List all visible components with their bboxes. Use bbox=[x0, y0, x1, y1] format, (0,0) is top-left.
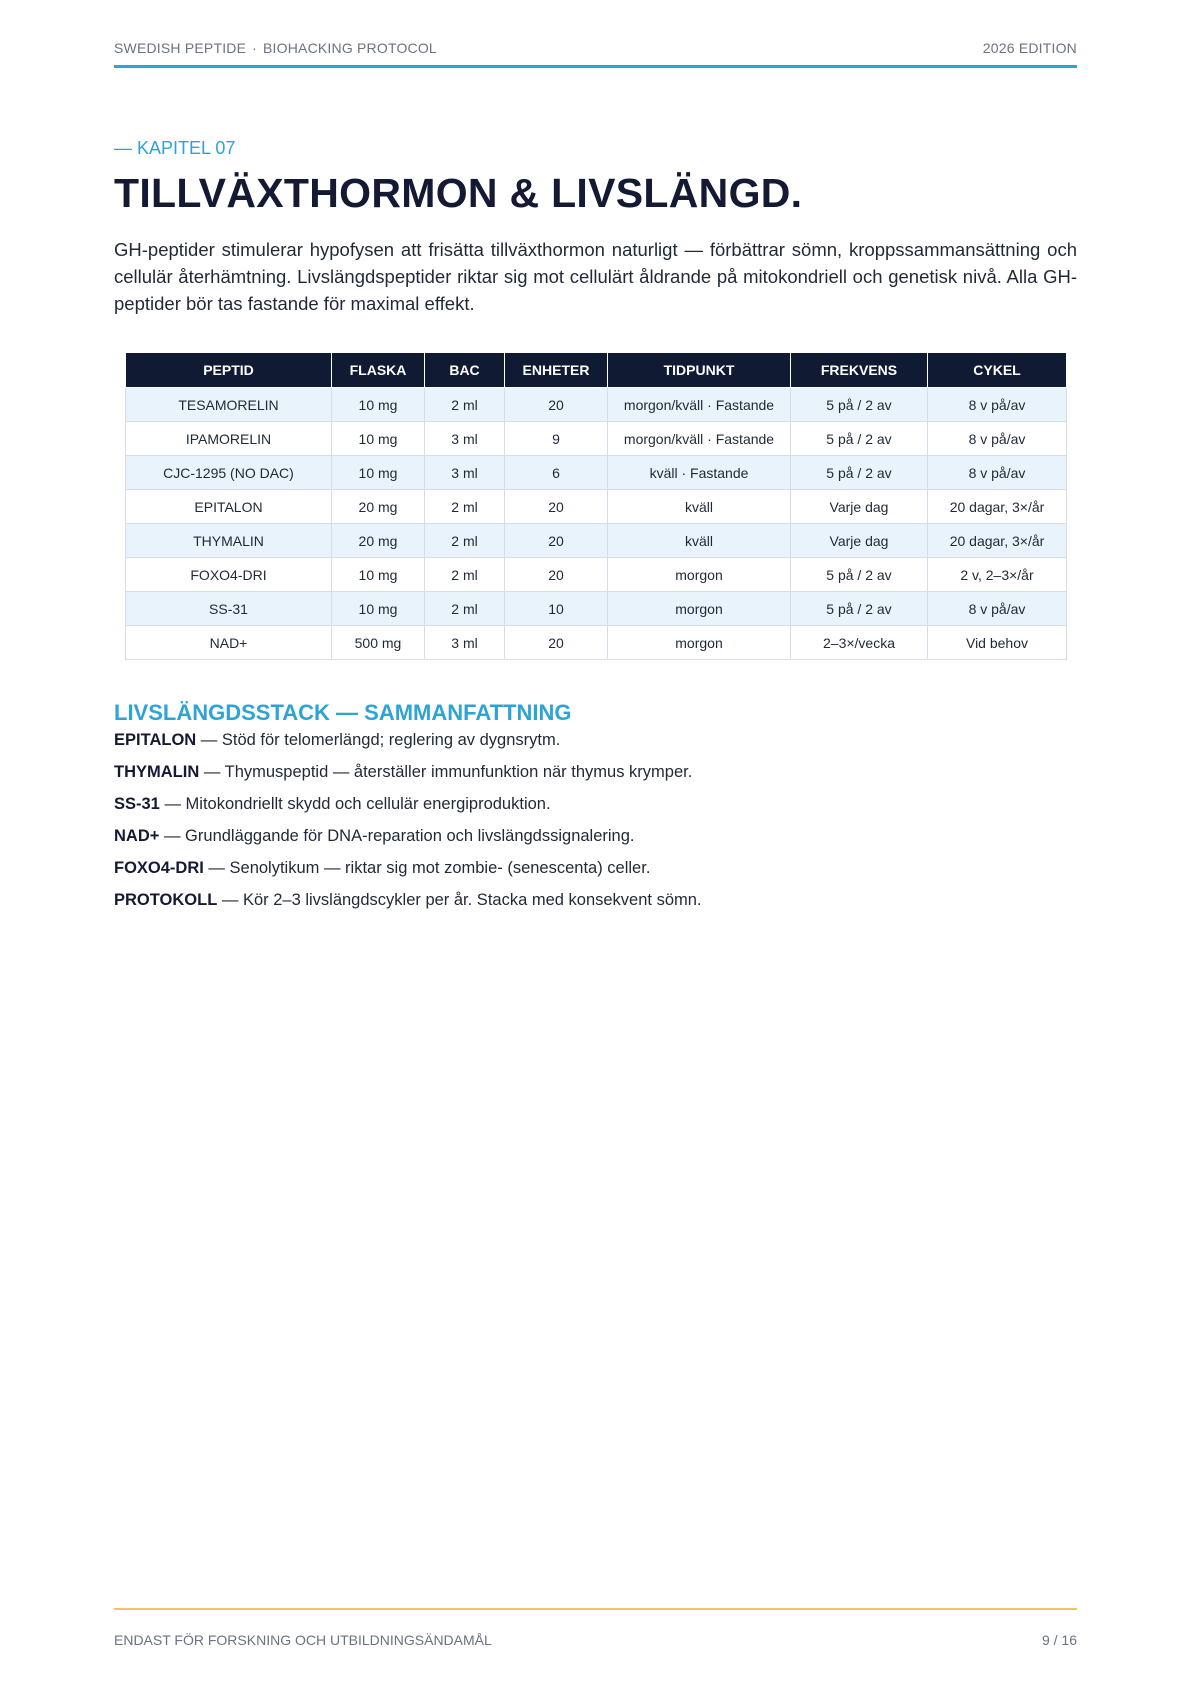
summary-title: LIVSLÄNGDSSTACK — SAMMANFATTNING bbox=[114, 700, 572, 725]
table-cell: 10 mg bbox=[332, 422, 425, 456]
table-cell: EPITALON bbox=[126, 490, 332, 524]
table-cell: 2 v, 2–3×/år bbox=[928, 558, 1067, 592]
footer-disclaimer: ENDAST FÖR FORSKNING OCH UTBILDNINGSÄNDAMÅL bbox=[114, 1632, 492, 1648]
table-cell: morgon/kväll · Fastande bbox=[608, 422, 791, 456]
summary-item-text: — Stöd för telomerlängd; reglering av dygnsrytm. bbox=[196, 731, 561, 749]
page-title: TILLVÄXTHORMON & LIVSLÄNGD. bbox=[114, 170, 803, 216]
column-header: FLASKA bbox=[332, 353, 425, 388]
table-cell: IPAMORELIN bbox=[126, 422, 332, 456]
summary-item bbox=[114, 825, 702, 857]
table-cell: 2 ml bbox=[425, 592, 505, 626]
header-separator: · bbox=[252, 40, 258, 56]
column-header: CYKEL bbox=[928, 353, 1067, 388]
table-cell: 20 bbox=[505, 558, 608, 592]
table-cell: kväll bbox=[608, 490, 791, 524]
table-cell: 5 på / 2 av bbox=[791, 422, 928, 456]
table-cell: 3 ml bbox=[425, 422, 505, 456]
table-row bbox=[126, 626, 1067, 660]
table-cell: 2–3×/vecka bbox=[791, 626, 928, 660]
table-cell: 2 ml bbox=[425, 388, 505, 422]
column-header: PEPTID bbox=[126, 353, 332, 388]
table-cell: 2 ml bbox=[425, 524, 505, 558]
table-cell: 3 ml bbox=[425, 456, 505, 490]
table-header-row bbox=[126, 353, 1067, 388]
table-cell: 5 på / 2 av bbox=[791, 558, 928, 592]
table-cell: morgon/kväll · Fastande bbox=[608, 388, 791, 422]
table-cell: 20 mg bbox=[332, 524, 425, 558]
column-header: ENHETER bbox=[505, 353, 608, 388]
table-cell: 20 bbox=[505, 388, 608, 422]
table-cell: 6 bbox=[505, 456, 608, 490]
table-row bbox=[126, 422, 1067, 456]
summary-item bbox=[114, 889, 702, 921]
table-cell: kväll · Fastande bbox=[608, 456, 791, 490]
table-row bbox=[126, 456, 1067, 490]
table-cell: 500 mg bbox=[332, 626, 425, 660]
peptide-table bbox=[125, 352, 1067, 660]
summary-item-text: — Kör 2–3 livslängdscykler per år. Stacka med konsekvent sömn. bbox=[217, 891, 702, 909]
summary-item-text: — Grundläggande för DNA-reparation och livslängdssignalering. bbox=[159, 827, 635, 845]
table-cell: 10 mg bbox=[332, 558, 425, 592]
column-header: FREKVENS bbox=[791, 353, 928, 388]
table-cell: 20 dagar, 3×/år bbox=[928, 524, 1067, 558]
table-cell: 10 bbox=[505, 592, 608, 626]
page-header bbox=[114, 40, 1077, 68]
table-cell: 10 mg bbox=[332, 592, 425, 626]
summary-item bbox=[114, 857, 702, 889]
summary-item-name: FOXO4-DRI bbox=[114, 859, 204, 877]
table-cell: morgon bbox=[608, 558, 791, 592]
table-row bbox=[126, 524, 1067, 558]
summary-item-name: EPITALON bbox=[114, 731, 197, 749]
table-cell: 5 på / 2 av bbox=[791, 456, 928, 490]
table-cell: 8 v på/av bbox=[928, 456, 1067, 490]
header-left bbox=[114, 40, 437, 56]
summary-item-name: PROTOKOLL bbox=[114, 891, 218, 909]
summary-item-name: NAD+ bbox=[114, 827, 160, 845]
table-cell: 2 ml bbox=[425, 490, 505, 524]
table-cell: morgon bbox=[608, 592, 791, 626]
table-cell: Varje dag bbox=[791, 490, 928, 524]
header-brand: SWEDISH PEPTIDE bbox=[114, 40, 247, 56]
intro-paragraph: GH-peptider stimulerar hypofysen att frisätta tillväxthormon naturligt — förbättrar sömn, kroppssammansättning och cellulär återhämtning. Livslängdspeptider riktar sig mot cellulärt åldrande på mitokondriell och genetisk nivå. Alla GH-peptider bör tas fastande för maximal effekt. bbox=[114, 239, 1077, 314]
table-row bbox=[126, 592, 1067, 626]
column-header: TIDPUNKT bbox=[608, 353, 791, 388]
table-cell: 20 dagar, 3×/år bbox=[928, 490, 1067, 524]
table-cell: 2 ml bbox=[425, 558, 505, 592]
table-cell: 20 bbox=[505, 524, 608, 558]
table-cell: 5 på / 2 av bbox=[791, 388, 928, 422]
table-cell: NAD+ bbox=[126, 626, 332, 660]
table-row bbox=[126, 490, 1067, 524]
table-cell: 20 bbox=[505, 490, 608, 524]
table-row bbox=[126, 558, 1067, 592]
summary-item-text: — Mitokondriellt skydd och cellulär energiproduktion. bbox=[159, 795, 551, 813]
summary-list bbox=[114, 729, 702, 921]
page-number: 9 / 16 bbox=[1041, 1632, 1077, 1648]
table-cell: Vid behov bbox=[928, 626, 1067, 660]
table-cell: THYMALIN bbox=[126, 524, 332, 558]
summary-item-text: — Thymuspeptid — återställer immunfunktion när thymus krymper. bbox=[199, 763, 693, 781]
summary-item-name: THYMALIN bbox=[114, 763, 200, 781]
table-cell: 5 på / 2 av bbox=[791, 592, 928, 626]
table-cell: morgon bbox=[608, 626, 791, 660]
table-row bbox=[126, 388, 1067, 422]
table-cell: 20 bbox=[505, 626, 608, 660]
table-cell: 10 mg bbox=[332, 388, 425, 422]
summary-item bbox=[114, 761, 702, 793]
summary-item bbox=[114, 793, 702, 825]
table-cell: FOXO4-DRI bbox=[126, 558, 332, 592]
table-cell: 8 v på/av bbox=[928, 592, 1067, 626]
table-cell: 8 v på/av bbox=[928, 422, 1067, 456]
column-header: BAC bbox=[425, 353, 505, 388]
header-edition: 2026 EDITION bbox=[982, 40, 1077, 56]
table-cell: CJC-1295 (NO DAC) bbox=[126, 456, 332, 490]
table-cell: TESAMORELIN bbox=[126, 388, 332, 422]
table-cell: SS-31 bbox=[126, 592, 332, 626]
page-footer bbox=[114, 1632, 1077, 1648]
summary-item bbox=[114, 729, 702, 761]
summary-item-text: — Senolytikum — riktar sig mot zombie- (senescenta) celler. bbox=[203, 859, 651, 877]
table-cell: 8 v på/av bbox=[928, 388, 1067, 422]
table-cell: 10 mg bbox=[332, 456, 425, 490]
table-cell: 9 bbox=[505, 422, 608, 456]
header-subtitle: BIOHACKING PROTOCOL bbox=[263, 40, 437, 56]
summary-item-name: SS-31 bbox=[114, 795, 160, 813]
table-cell: kväll bbox=[608, 524, 791, 558]
footer-divider bbox=[114, 1608, 1077, 1610]
table-cell: 3 ml bbox=[425, 626, 505, 660]
chapter-label: — KAPITEL 07 bbox=[114, 138, 236, 158]
table-cell: Varje dag bbox=[791, 524, 928, 558]
table-cell: 20 mg bbox=[332, 490, 425, 524]
